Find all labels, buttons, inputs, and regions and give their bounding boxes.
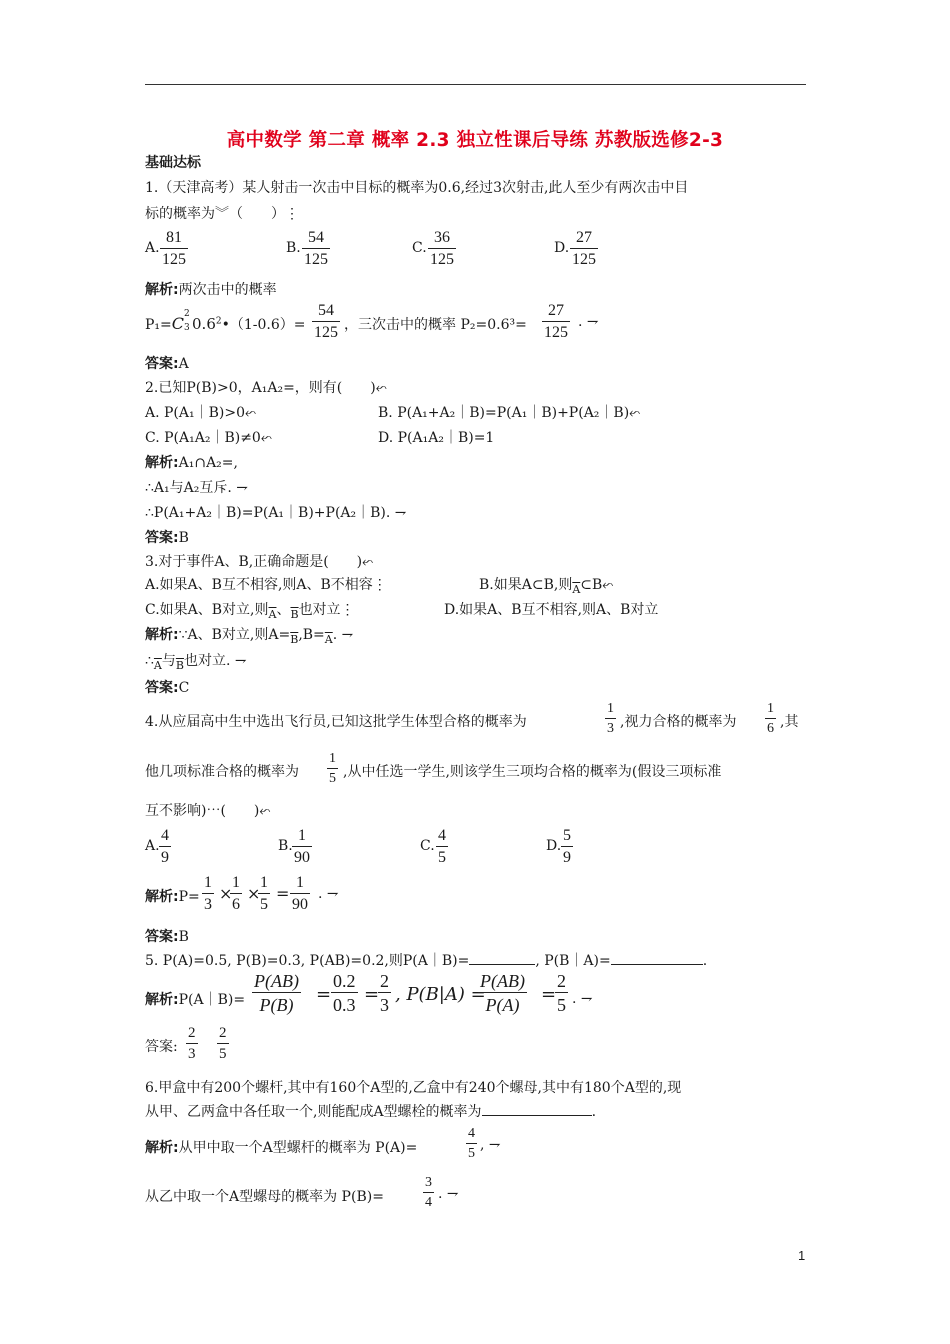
q5-jiexi-prefix: 解析:P(A｜B)= <box>145 992 246 1008</box>
q3-option-d: D.如果A、B互不相容,则A、B对立 <box>444 602 659 618</box>
q1-stem-line1: 1.（天津高考）某人射击一次击中目标的概率为0.6,经过3次射击,此人至少有两次击中目 <box>145 180 689 196</box>
q2-jiexi-line2: ∴A₁与A₂互斥. ⇁ <box>145 480 248 496</box>
document-title: 高中数学 第二章 概率 2.3 独立性课后导练 苏教版选修2-3 <box>226 130 724 151</box>
q1-p2-text: ，三次击中的概率 P₂=0.6³= <box>344 317 527 333</box>
q2-answer-label: 答案: <box>145 530 179 546</box>
q1-pow-base: 0.6 <box>192 315 216 333</box>
q4-line1-pre: 4.从应届高中生中选出飞行员,已知这批学生体型合格的概率为 <box>145 714 527 730</box>
q3-jiexi-line1: 解析:∵A、B对立,则$A=_{\overline{B}},B=_{\overline{A}}$. ⇁ <box>145 627 354 646</box>
q3-option-c-complement-b: B <box>290 608 299 621</box>
q2-option-d: D. P(A₁A₂｜B)=1 <box>378 430 495 446</box>
q6-line1: 6.甲盒中有200个螺杆,其中有160个A型的,乙盒中有240个螺母,其中有180个A型的,现 <box>145 1080 682 1096</box>
q4-fraction-body: 1 3 <box>607 701 614 736</box>
q2-stem: 2.已知P(B)>0，A₁A₂=，则有( )⬿ <box>145 380 387 396</box>
q1-option-a-label: A. <box>145 240 160 256</box>
q4-line2-pre: 他几项标准合格的概率为 <box>145 764 299 780</box>
q5-jiexi-frac3: 2 3 <box>380 971 389 1015</box>
q1-jiexi-label: 解析: <box>145 282 179 298</box>
q6-blank[interactable] <box>482 1101 592 1116</box>
q5-answer-label: 答案: <box>145 1039 178 1055</box>
q1-option-d-label: D. <box>554 240 570 256</box>
q4-option-c-label: C. <box>420 838 435 854</box>
q3-stem: 3.对于事件A、B,正确命题是( )⬿ <box>145 554 374 570</box>
section-heading: 基础达标 <box>145 155 201 171</box>
q4-option-a-label: A. <box>145 838 160 854</box>
q4-jiexi-frac1: 1 3 <box>204 874 212 913</box>
q1-p1-fraction: 54 125 <box>314 302 338 341</box>
q4-equals: = <box>276 884 290 903</box>
q5-blank-2[interactable] <box>611 950 703 965</box>
q1-answer-label: 答案: <box>145 356 179 372</box>
q6-jiexi-frac1: 4 5 <box>468 1126 475 1161</box>
q1-option-c-fraction: 36 125 <box>430 229 454 268</box>
q4-option-a-fraction: 4 9 <box>161 827 169 866</box>
q4-fraction-other: 1 5 <box>329 751 336 786</box>
q2-answer-value: B <box>178 530 189 546</box>
q3-jiexi-line2: $\therefore_{\overline{A}}$与$_{\overline{B}}$也对立. ⇁ <box>145 653 247 672</box>
q1-pow-sup: 2 <box>215 316 222 327</box>
q1-answer <box>145 353 189 373</box>
q3-answer <box>145 677 189 697</box>
q2-answer <box>145 527 189 547</box>
q5-eq-3: = <box>541 984 557 1005</box>
q4-line3: 互不影响)⋯( )⬿ <box>145 803 271 819</box>
q3-option-c-complement-a: A <box>268 608 277 621</box>
q4-line1-post: ,其 <box>780 714 799 730</box>
q6-jiexi2-tail: . ⇁ <box>438 1186 459 1202</box>
q3-answer-value: C <box>178 680 190 696</box>
q3-option-b: B.如果A⊂B,则$_{\overline{A}}$⊂B⬿ <box>479 577 614 596</box>
q1-jiexi-text: 两次击中的概率 <box>178 282 277 298</box>
q5-jiexi-tail: . ⇁ <box>572 991 593 1007</box>
q4-option-b-label: B. <box>278 838 293 854</box>
q6-jiexi-label: 解析: <box>145 1140 179 1156</box>
header-rule <box>145 84 806 85</box>
q4-jiexi-frac4: 1 90 <box>292 874 308 913</box>
q3-option-c: C.如果A、B对立,则$_{\overline{A}}$、$_{\overline{B}}$也对立⋮ <box>145 602 355 621</box>
q1-p1-prefix: P₁= <box>145 317 172 333</box>
q5-jiexi-frac4: P(AB) P(A) <box>480 971 525 1015</box>
q2-option-b: B. P(A₁+A₂｜B)=P(A₁｜B)+P(A₂｜B)⬿ <box>378 405 641 421</box>
q4-line1-mid: ,视力合格的概率为 <box>620 714 737 730</box>
q4-fraction-vision: 1 6 <box>767 701 774 736</box>
q5-jiexi-mid: , P(B|A) = <box>395 984 486 1005</box>
q3-jiexi-label: 解析: <box>145 627 179 643</box>
q6-jiexi-frac2: 3 4 <box>425 1175 432 1210</box>
q1-option-b-fraction: 54 125 <box>304 229 328 268</box>
q2-jiexi-label: 解析: <box>145 455 179 471</box>
q4-option-d-label: D. <box>546 838 562 854</box>
q1-stem-line2: 标的概率为︾（ ）⋮ <box>145 206 299 222</box>
q6-jiexi-line1: 解析:从甲中取一个A型螺杆的概率为 P(A)= <box>145 1140 418 1156</box>
q1-p1-mid: •（1-0.6）= <box>221 317 306 333</box>
q6-jiexi1-tail: , ⇁ <box>480 1137 501 1153</box>
q5-jiexi-frac1: P(AB) P(B) <box>254 971 299 1015</box>
q4-jiexi: 解析:P= <box>145 889 200 905</box>
q4-answer <box>145 926 189 946</box>
q5-answer-frac2: 2 5 <box>219 1025 227 1062</box>
q2-jiexi-text1: A₁∩A₂=, <box>178 455 238 471</box>
q1-comb-symbol: C <box>171 314 185 333</box>
q1-p2-fraction: 27 125 <box>544 302 568 341</box>
q1-option-c-label: C. <box>412 240 427 256</box>
q1-jiexi <box>145 279 277 299</box>
q4-line2-post: ,从中任选一学生,则该学生三项均合格的概率为(假设三项标准 <box>343 764 722 780</box>
q4-times-1: × <box>219 884 233 903</box>
q5-eq-2: = <box>364 984 380 1005</box>
page-number: 1 <box>798 1248 806 1263</box>
q1-comb-sup: 2 <box>184 309 190 319</box>
q5-jiexi-frac5: 2 5 <box>557 971 566 1015</box>
q5-jiexi-frac2: 0.2 0.3 <box>333 971 356 1015</box>
q2-jiexi-line1 <box>145 452 238 472</box>
q5-eq-1: = <box>316 984 332 1005</box>
q3-option-b-complement: A <box>572 583 581 596</box>
q3-option-a: A.如果A、B互不相容,则A、B不相容⋮ <box>145 577 387 593</box>
q3-answer-label: 答案: <box>145 680 179 696</box>
q6-jiexi-line2: 从乙中取一个A型螺母的概率为 P(B)= <box>145 1189 384 1205</box>
q5-blank-1[interactable] <box>469 950 535 965</box>
q4-answer-value: B <box>178 929 189 945</box>
q1-comb-sub: 3 <box>184 323 190 333</box>
q4-option-d-fraction: 5 9 <box>563 827 571 866</box>
q1-option-a-fraction: 81 125 <box>162 229 186 268</box>
q5-jiexi-label: 解析: <box>145 992 179 1008</box>
q4-jiexi-frac2: 1 6 <box>232 874 240 913</box>
q2-jiexi-line3: ∴P(A₁+A₂｜B)=P(A₁｜B)+P(A₂｜B). ⇁ <box>145 505 407 521</box>
q4-jiexi-frac3: 1 5 <box>260 874 268 913</box>
q2-option-c: C. P(A₁A₂｜B)≠0⬿ <box>145 430 273 446</box>
q5-answer-frac1: 2 3 <box>188 1025 196 1062</box>
q4-option-c-fraction: 4 5 <box>438 827 446 866</box>
q2-option-a: A. P(A₁｜B)>0⬿ <box>145 405 257 421</box>
q4-times-2: × <box>247 884 261 903</box>
q4-option-b-fraction: 1 90 <box>294 827 310 866</box>
q5-stem: 5. P(A)=0.5, P(B)=0.3, P(AB)=0.2,则P(A｜B)= , P(B｜A)= . <box>145 950 707 970</box>
q4-answer-label: 答案: <box>145 929 179 945</box>
q1-option-d-fraction: 27 125 <box>572 229 596 268</box>
q4-jiexi-tail: . ⇁ <box>318 886 339 902</box>
q1-answer-value: A <box>178 356 189 372</box>
q1-p1-formula <box>145 309 306 334</box>
q1-p2-tail: . ⇁ <box>578 314 599 330</box>
q6-line2: 从甲、乙两盒中各任取一个,则能配成A型螺栓的概率为 . <box>145 1101 596 1121</box>
q1-option-b-label: B. <box>286 240 301 256</box>
q4-jiexi-label: 解析: <box>145 889 179 905</box>
